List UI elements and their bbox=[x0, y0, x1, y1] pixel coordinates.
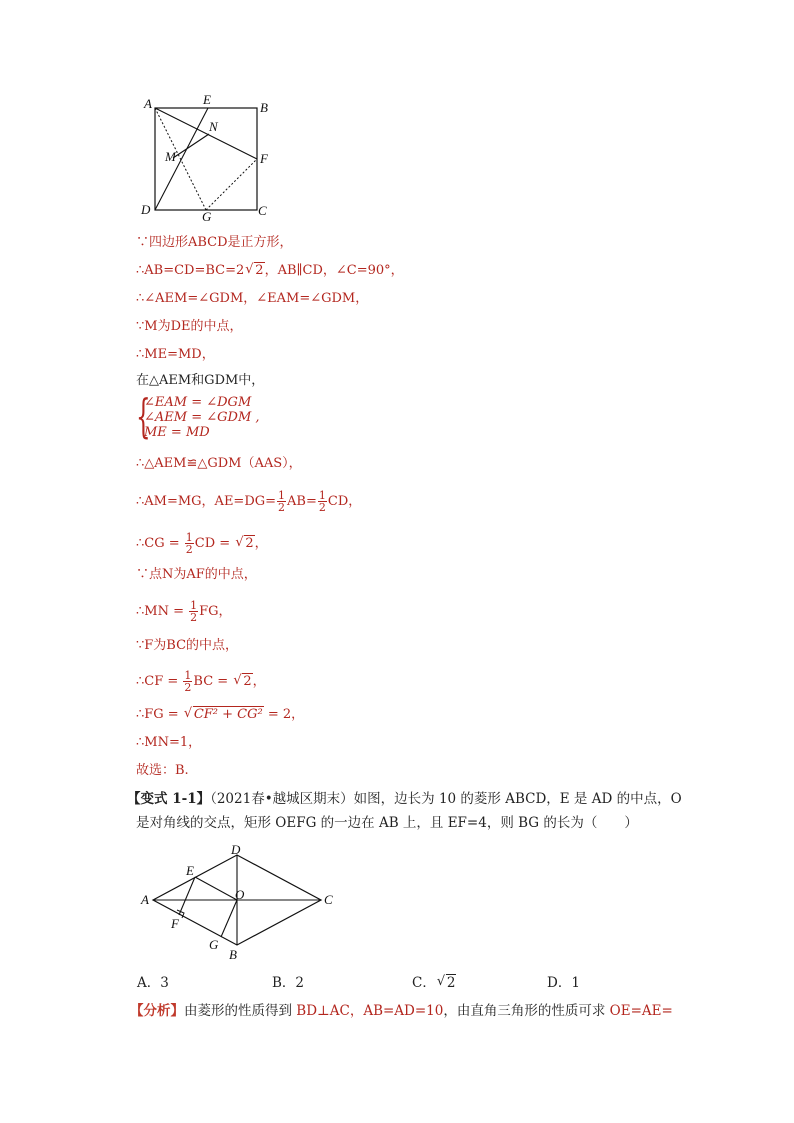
label-g: G bbox=[202, 209, 212, 224]
label-f: F bbox=[260, 151, 268, 166]
system-line-1: ∠EAM = ∠DGM bbox=[144, 395, 252, 410]
solution-line-15: ∴MN=1， bbox=[136, 735, 202, 750]
solution-line-1: ∵四边形ABCD是正方形， bbox=[136, 235, 293, 250]
rhombus-figure bbox=[135, 840, 345, 965]
solution-line-6: 在△AEM和GDM中， bbox=[136, 373, 265, 388]
solution-line-12: ∵F为BC的中点， bbox=[136, 638, 239, 653]
label-m: M bbox=[165, 149, 176, 164]
problem-line-2: 是对角线的交点，矩形 OEFG 的一边在 AB 上，且 EF=4，则 BG 的长为（ ） bbox=[136, 815, 638, 831]
brace-icon: { bbox=[136, 389, 151, 443]
solution-line-14: ∴FG = √ CF² + CG² = 2， bbox=[136, 706, 304, 724]
equation-system bbox=[136, 389, 296, 443]
segment-mn bbox=[173, 134, 209, 158]
label-b: B bbox=[260, 100, 268, 115]
segment-eo bbox=[195, 877, 237, 900]
solution-line-3: ∴∠AEM=∠GDM，∠EAM=∠GDM， bbox=[136, 291, 369, 306]
solution-line-16: 故选：B. bbox=[136, 763, 189, 778]
solution-line-5: ∴ME=MD， bbox=[136, 347, 215, 362]
label-e2: E bbox=[186, 863, 194, 878]
label-f2: F bbox=[171, 916, 179, 931]
solution-line-7: ∴△AEM≌△GDM（AAS）， bbox=[136, 456, 302, 471]
solution-line-2: ∴AB=CD=BC=2√ 2，AB∥CD，∠C=90°， bbox=[136, 262, 404, 280]
solution-line-13: ∴CF = $\frac{1}{2}$ BC = √ 2， bbox=[136, 670, 266, 693]
option-b[interactable]: B．2 bbox=[272, 975, 305, 991]
solution-line-9: ∴CG = $\frac{1}{2}$ CD = √ 2， bbox=[136, 532, 268, 555]
label-c2: C bbox=[324, 892, 333, 907]
segment-og bbox=[221, 900, 237, 937]
segment-ef bbox=[179, 877, 195, 915]
option-a[interactable]: A．3 bbox=[137, 975, 169, 991]
label-d2: D bbox=[231, 842, 241, 857]
label-e: E bbox=[203, 92, 211, 107]
label-a2: A bbox=[141, 892, 149, 907]
label-a: A bbox=[144, 96, 152, 111]
solution-line-4: ∵M为DE的中点， bbox=[136, 319, 243, 334]
system-line-2: ∠AEM = ∠GDM , bbox=[144, 410, 260, 425]
label-n: N bbox=[209, 119, 218, 134]
analysis-tag: 【分析】 bbox=[130, 1003, 184, 1019]
label-g2: G bbox=[209, 937, 219, 952]
solution-line-10: ∵点N为AF的中点， bbox=[136, 567, 257, 582]
label-c: C bbox=[258, 203, 267, 218]
system-line-3: ME = MD bbox=[144, 425, 210, 440]
solution-line-11: ∴MN = $\frac{1}{2}$ FG， bbox=[136, 599, 232, 624]
option-d[interactable]: D．1 bbox=[547, 975, 580, 991]
square-figure bbox=[130, 90, 290, 230]
label-o2: O bbox=[235, 887, 245, 902]
segment-gf-dashed bbox=[206, 159, 257, 210]
problem-tag: 【变式 1-1】 bbox=[127, 791, 211, 807]
solution-line-8: ∴AM=MG，AE=DG= $\frac{1}{2}$ AB= $\frac{1}{2}$ CD， bbox=[136, 489, 362, 514]
label-d: D bbox=[141, 202, 151, 217]
label-b2: B bbox=[229, 947, 237, 962]
problem-line-1: 【变式 1-1】（2021春•越城区期末）如图，边长为 10 的菱形 ABCD，E 是 AD 的中点，O bbox=[127, 791, 682, 807]
analysis-line: 【分析】由菱形的性质得到 BD⊥AC，AB=AD=10，由直角三角形的性质可求 OE=AE= bbox=[130, 1003, 673, 1019]
option-c[interactable]: C．√ 2 bbox=[412, 971, 456, 991]
